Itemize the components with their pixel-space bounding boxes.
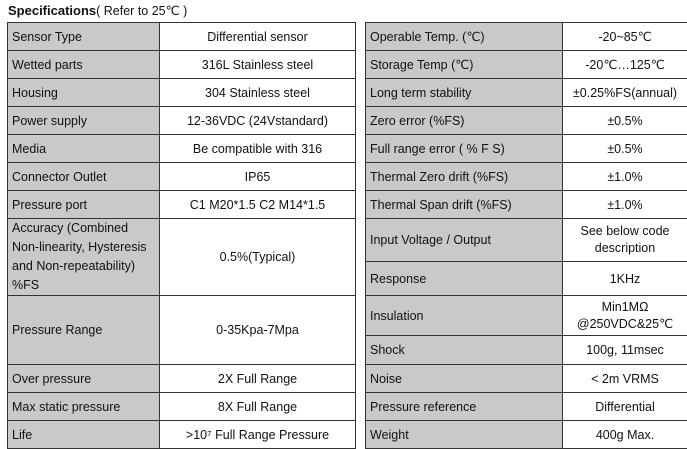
spec-label: Storage Temp (℃) (366, 51, 563, 79)
spec-label: Life (8, 421, 160, 449)
spec-label: Max static pressure (8, 393, 160, 421)
spec-label: Connector Outlet (8, 163, 160, 191)
spec-row (8, 393, 687, 421)
spec-value: < 2m VRMS (563, 365, 687, 393)
spec-label: Pressure Range (8, 296, 160, 365)
spec-value: ±1.0% (563, 191, 687, 219)
spec-subtitle: ( Refer to 25℃ ) (96, 4, 187, 18)
spec-label: Housing (8, 79, 160, 107)
spec-value: -20℃…125℃ (563, 51, 687, 79)
spec-label: Wetted parts (8, 51, 160, 79)
spec-label: Noise (366, 365, 563, 393)
spec-value: 2X Full Range (160, 365, 356, 393)
spec-label: Shock (366, 336, 563, 365)
spec-row (8, 51, 687, 79)
spec-label: Power supply (8, 107, 160, 135)
spec-row (8, 163, 687, 191)
spec-label: Long term stability (366, 79, 563, 107)
spec-value: 304 Stainless steel (160, 79, 356, 107)
spec-value: C1 M20*1.5 C2 M14*1.5 (160, 191, 356, 219)
spec-row (8, 296, 687, 336)
spec-value: Min1MΩ @250VDC&25℃ (563, 296, 687, 336)
spec-value: 0.5%(Typical) (160, 219, 356, 296)
spec-label: Operable Temp. (℃) (366, 23, 563, 51)
spec-row (8, 135, 687, 163)
spec-value: >10⁷ Full Range Pressure (160, 421, 356, 449)
spec-label: Media (8, 135, 160, 163)
spec-value: See below code description (563, 219, 687, 262)
spec-row (8, 23, 687, 51)
spec-value: 12-36VDC (24Vstandard) (160, 107, 356, 135)
spec-value: ±0.5% (563, 107, 687, 135)
spec-value: ±1.0% (563, 163, 687, 191)
spec-label: Input Voltage / Output (366, 219, 563, 262)
spec-value: 400g Max. (563, 421, 687, 449)
spec-table (7, 22, 687, 449)
spec-value: 100g, 11msec (563, 336, 687, 365)
spec-label: Zero error (%FS) (366, 107, 563, 135)
spec-label: Weight (366, 421, 563, 449)
spec-value: Differential sensor (160, 23, 356, 51)
spec-label: Insulation (366, 296, 563, 336)
spec-value: Differential (563, 393, 687, 421)
spec-row (8, 107, 687, 135)
spec-value: ±0.25%FS(annual) (563, 79, 687, 107)
spec-value: Be compatible with 316 (160, 135, 356, 163)
spec-value: -20~85℃ (563, 23, 687, 51)
spec-row (8, 191, 687, 219)
spec-label: Full range error ( % F S) (366, 135, 563, 163)
spec-label: Response (366, 262, 563, 296)
spec-row (8, 365, 687, 393)
spec-label: Pressure port (8, 191, 160, 219)
spec-label: Sensor Type (8, 23, 160, 51)
spec-label: Pressure reference (366, 393, 563, 421)
spec-value: 316L Stainless steel (160, 51, 356, 79)
spec-value: 0-35Kpa-7Mpa (160, 296, 356, 365)
spec-value: 8X Full Range (160, 393, 356, 421)
spec-label: Accuracy (Combined Non-linearity, Hysteresis and Non-repeatability) %FS (8, 219, 160, 296)
spec-row (8, 219, 687, 262)
spec-row (8, 79, 687, 107)
column-gap (356, 23, 366, 449)
spec-heading (8, 1, 187, 21)
spec-label: Thermal Span drift (%FS) (366, 191, 563, 219)
spec-value: 1KHz (563, 262, 687, 296)
spec-label: Over pressure (8, 365, 160, 393)
spec-title: Specifications (8, 3, 96, 18)
spec-label: Thermal Zero drift (%FS) (366, 163, 563, 191)
spec-row (8, 421, 687, 449)
spec-value: IP65 (160, 163, 356, 191)
spec-value: ±0.5% (563, 135, 687, 163)
